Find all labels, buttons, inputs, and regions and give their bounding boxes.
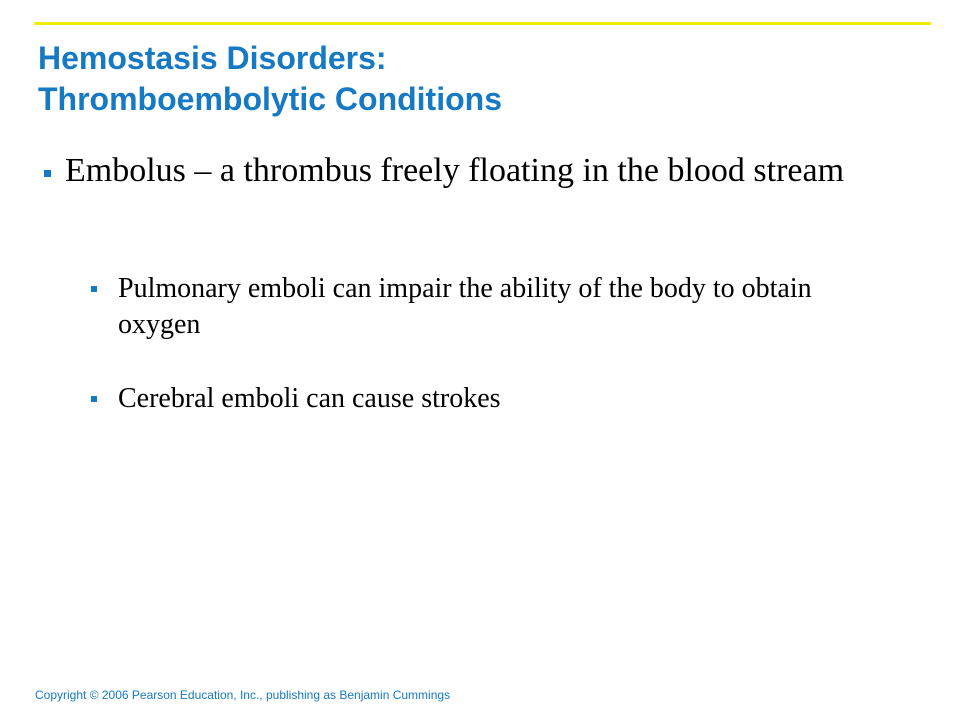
slide-title bbox=[38, 38, 918, 120]
square-bullet-icon bbox=[91, 286, 97, 292]
bullet-embolus bbox=[65, 150, 885, 192]
sub-bullet-text: Cerebral emboli can cause strokes bbox=[118, 383, 501, 414]
title-line-2: Thromboembolytic Conditions bbox=[38, 81, 502, 117]
sub-bullet-cerebral bbox=[118, 381, 858, 417]
square-bullet-icon bbox=[91, 396, 97, 402]
sub-bullet-pulmonary bbox=[118, 271, 858, 343]
title-line-1: Hemostasis Disorders: bbox=[38, 40, 387, 76]
top-rule bbox=[34, 22, 931, 25]
square-bullet-icon bbox=[44, 170, 51, 177]
sub-bullet-text: Pulmonary emboli can impair the ability of the body to obtain oxygen bbox=[118, 273, 812, 340]
copyright-footer: Copyright © 2006 Pearson Education, Inc., publishing as Benjamin Cummings bbox=[35, 688, 451, 702]
bullet-text: Embolus – a thrombus freely floating in the blood stream bbox=[65, 152, 845, 189]
